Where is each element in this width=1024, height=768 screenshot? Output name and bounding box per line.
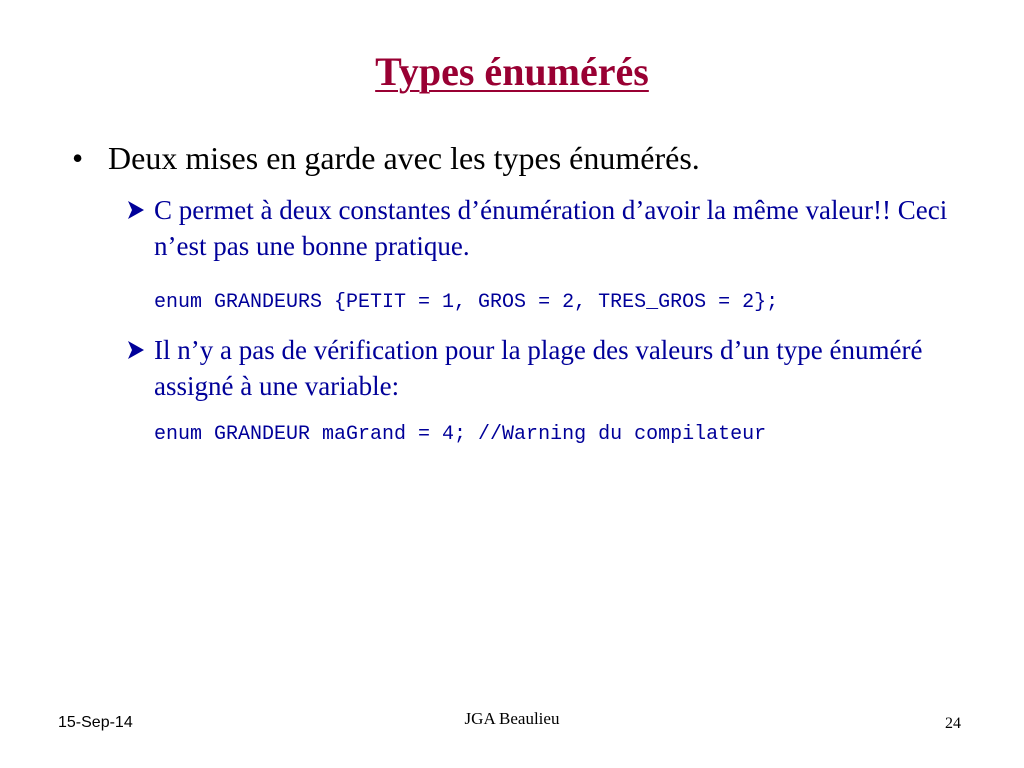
sub-item-2 [126,332,976,404]
footer-author: JGA Beaulieu [464,709,560,728]
main-bullet [72,138,700,178]
code-line-2: enum GRANDEUR maGrand = 4; //Warning du compilateur [154,423,767,446]
slide-title: Types énumérés [375,49,649,94]
sub-item-1 [126,192,976,264]
bullet-dot-icon: • [72,140,84,176]
arrow-bullet-icon [126,339,146,361]
page-number: 24 [945,715,961,732]
code-line-1: enum GRANDEURS {PETIT = 1, GROS = 2, TRES_GROS = 2}; [154,291,779,314]
sub-item-1-text: C permet à deux constantes d’énumération d’avoir la même valeur!! Ceci n’est pas une bonne pratique. [154,195,948,261]
sub-item-2-text: Il n’y a pas de vérification pour la plage des valeurs d’un type énuméré assigné à une variable: [154,335,923,401]
footer-date: 15-Sep-14 [58,714,133,731]
main-bullet-text: Deux mises en garde avec les types énumérés. [108,140,700,176]
arrow-bullet-icon [126,199,146,221]
